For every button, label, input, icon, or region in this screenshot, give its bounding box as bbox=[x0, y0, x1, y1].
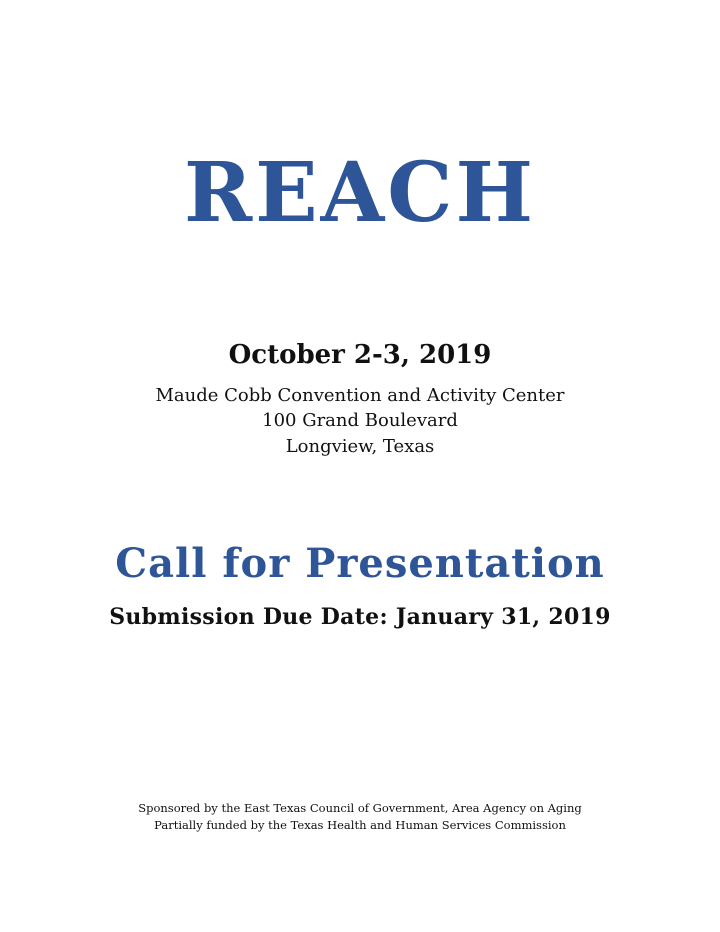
venue-city: Longview, Texas bbox=[285, 436, 435, 457]
call-for-presentation-heading: Call for Presentation bbox=[115, 540, 605, 587]
submission-due-date: Submission Due Date: January 31, 2019 bbox=[109, 604, 611, 630]
event-date: October 2-3, 2019 bbox=[228, 340, 492, 370]
venue-name: Maude Cobb Convention and Activity Center bbox=[155, 385, 565, 406]
venue-address: 100 Grand Boulevard bbox=[262, 410, 458, 431]
document-title: REACH bbox=[183, 145, 536, 241]
sponsored-by-note: Sponsored by the East Texas Council of Government, Area Agency on Aging bbox=[138, 801, 582, 815]
funding-note: Partially funded by the Texas Health and Human Services Commission bbox=[154, 818, 566, 832]
